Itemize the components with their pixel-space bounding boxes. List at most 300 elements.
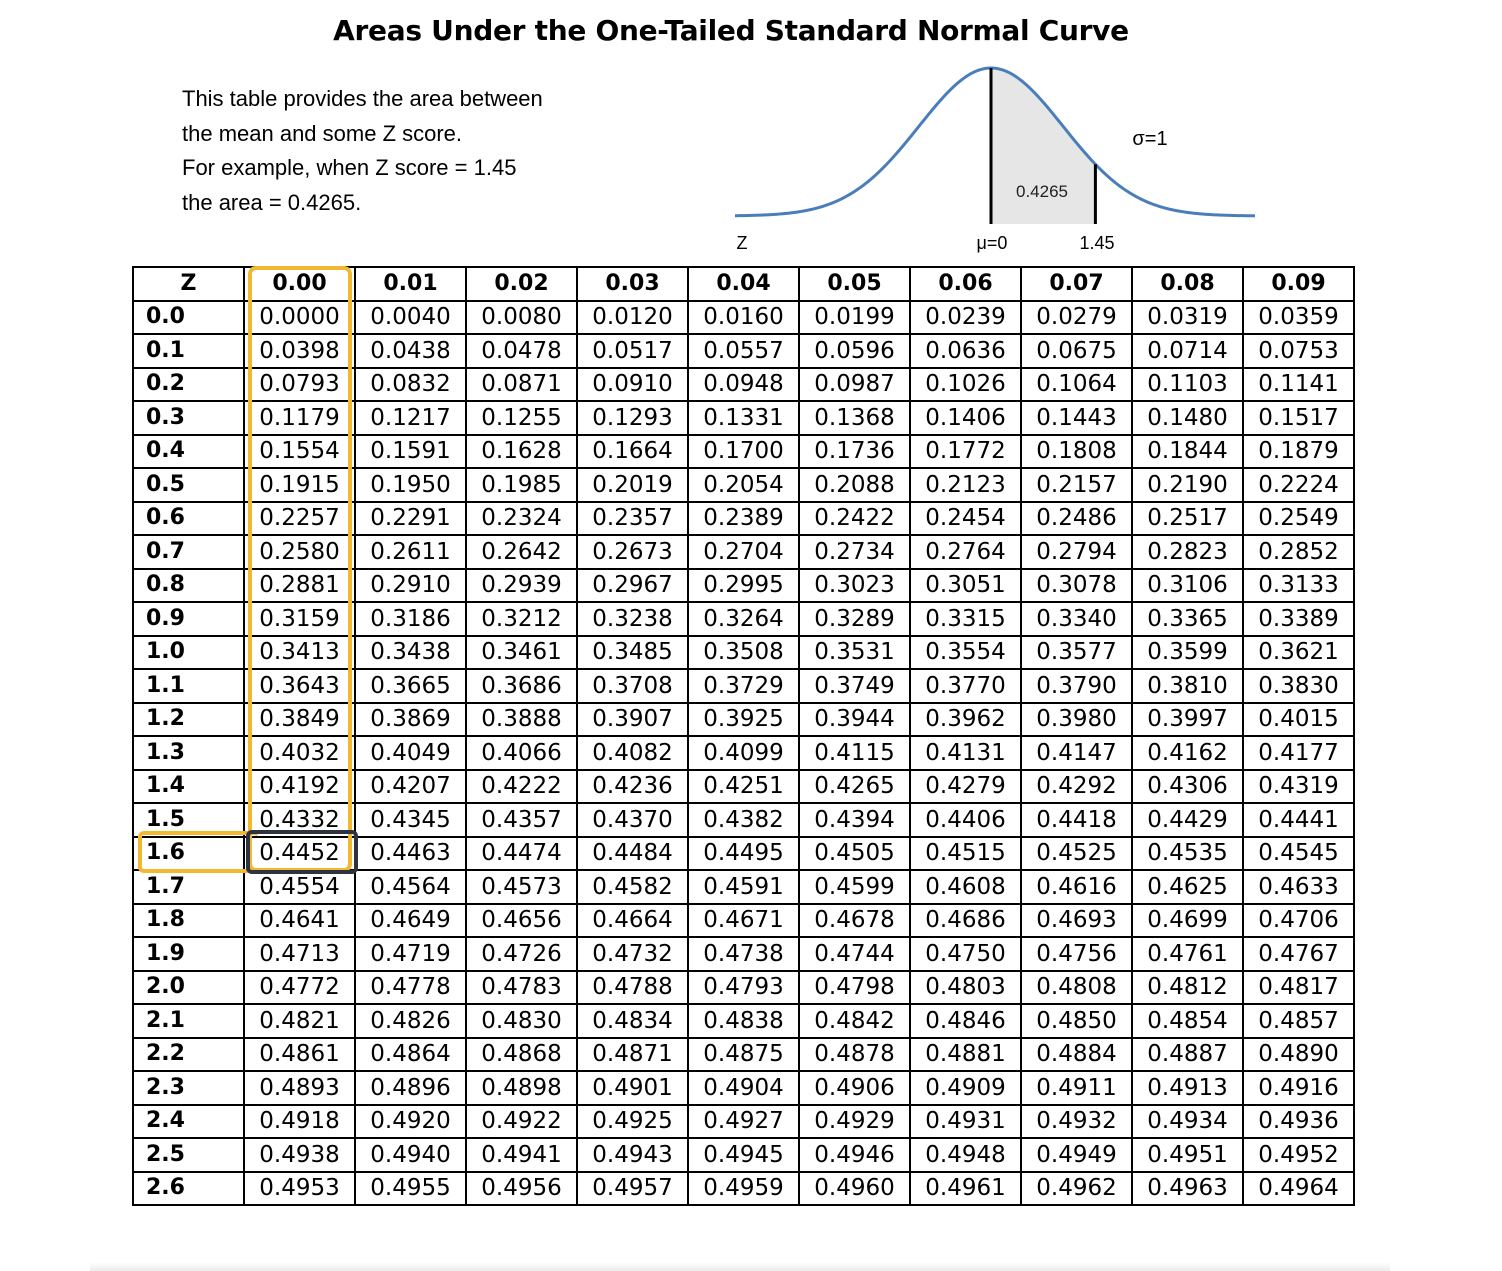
area-value-cell: 0.3962 bbox=[910, 703, 1021, 737]
area-value-cell: 0.4918 bbox=[244, 1105, 355, 1139]
description-text bbox=[182, 82, 702, 220]
z-value-cell: 2.4 bbox=[133, 1105, 244, 1139]
area-value-cell: 0.4693 bbox=[1021, 904, 1132, 938]
area-value-cell: 0.1517 bbox=[1243, 401, 1354, 435]
z-value-cell: 0.0 bbox=[133, 301, 244, 335]
area-value-cell: 0.4066 bbox=[466, 736, 577, 770]
area-value-cell: 0.0517 bbox=[577, 334, 688, 368]
area-value-cell: 0.3708 bbox=[577, 669, 688, 703]
area-value-cell: 0.2642 bbox=[466, 535, 577, 569]
area-value-cell: 0.4554 bbox=[244, 870, 355, 904]
table-row bbox=[133, 468, 1354, 502]
area-value-cell: 0.4664 bbox=[577, 904, 688, 938]
area-value-cell: 0.3389 bbox=[1243, 602, 1354, 636]
area-value-cell: 0.3340 bbox=[1021, 602, 1132, 636]
area-value-cell: 0.4699 bbox=[1132, 904, 1243, 938]
area-value-cell: 0.4884 bbox=[1021, 1038, 1132, 1072]
area-value-cell: 0.0753 bbox=[1243, 334, 1354, 368]
area-value-cell: 0.0596 bbox=[799, 334, 910, 368]
area-value-cell: 0.4871 bbox=[577, 1038, 688, 1072]
area-value-cell: 0.3749 bbox=[799, 669, 910, 703]
area-value-cell: 0.4649 bbox=[355, 904, 466, 938]
area-value-cell: 0.4545 bbox=[1243, 837, 1354, 871]
z-value-cell: 2.6 bbox=[133, 1172, 244, 1206]
z-value-cell: 1.2 bbox=[133, 703, 244, 737]
area-value-cell: 0.4357 bbox=[466, 803, 577, 837]
area-value-cell: 0.4394 bbox=[799, 803, 910, 837]
area-value-cell: 0.3770 bbox=[910, 669, 1021, 703]
area-value-cell: 0.1480 bbox=[1132, 401, 1243, 435]
area-value-cell: 0.4838 bbox=[688, 1004, 799, 1038]
area-value-cell: 0.3599 bbox=[1132, 636, 1243, 670]
z-value-cell: 1.5 bbox=[133, 803, 244, 837]
table-row bbox=[133, 904, 1354, 938]
area-value-cell: 0.4738 bbox=[688, 937, 799, 971]
area-value-cell: 0.4564 bbox=[355, 870, 466, 904]
area-value-cell: 0.4573 bbox=[466, 870, 577, 904]
area-value-cell: 0.4591 bbox=[688, 870, 799, 904]
area-value-cell: 0.2852 bbox=[1243, 535, 1354, 569]
area-value-cell: 0.2794 bbox=[1021, 535, 1132, 569]
column-header: 0.04 bbox=[688, 267, 799, 301]
area-value-cell: 0.4625 bbox=[1132, 870, 1243, 904]
area-value-cell: 0.4949 bbox=[1021, 1138, 1132, 1172]
table-row bbox=[133, 803, 1354, 837]
area-value-cell: 0.4279 bbox=[910, 770, 1021, 804]
area-value-cell: 0.2019 bbox=[577, 468, 688, 502]
area-value-cell: 0.4830 bbox=[466, 1004, 577, 1038]
area-value-cell: 0.4931 bbox=[910, 1105, 1021, 1139]
column-header: 0.09 bbox=[1243, 267, 1354, 301]
area-value-cell: 0.4015 bbox=[1243, 703, 1354, 737]
area-value-cell: 0.4808 bbox=[1021, 971, 1132, 1005]
area-value-cell: 0.1664 bbox=[577, 435, 688, 469]
area-value-cell: 0.3686 bbox=[466, 669, 577, 703]
area-value-cell: 0.3830 bbox=[1243, 669, 1354, 703]
area-value-cell: 0.0832 bbox=[355, 368, 466, 402]
normal-curve-figure bbox=[720, 56, 1280, 261]
area-value-cell: 0.4812 bbox=[1132, 971, 1243, 1005]
area-value-cell: 0.4850 bbox=[1021, 1004, 1132, 1038]
area-value-cell: 0.4162 bbox=[1132, 736, 1243, 770]
table-row bbox=[133, 937, 1354, 971]
area-value-cell: 0.4495 bbox=[688, 837, 799, 871]
z-value-cell: 1.3 bbox=[133, 736, 244, 770]
area-value-cell: 0.4719 bbox=[355, 937, 466, 971]
area-value-cell: 0.4948 bbox=[910, 1138, 1021, 1172]
area-value-cell: 0.4913 bbox=[1132, 1071, 1243, 1105]
z-value-cell: 1.9 bbox=[133, 937, 244, 971]
table-row bbox=[133, 636, 1354, 670]
area-value-cell: 0.4846 bbox=[910, 1004, 1021, 1038]
area-value-cell: 0.0398 bbox=[244, 334, 355, 368]
area-value-cell: 0.4927 bbox=[688, 1105, 799, 1139]
area-value-cell: 0.3315 bbox=[910, 602, 1021, 636]
area-value-cell: 0.4938 bbox=[244, 1138, 355, 1172]
z-value-cell: 2.3 bbox=[133, 1071, 244, 1105]
area-value-cell: 0.2088 bbox=[799, 468, 910, 502]
area-value-cell: 0.4671 bbox=[688, 904, 799, 938]
table-row bbox=[133, 502, 1354, 536]
area-value-cell: 0.4236 bbox=[577, 770, 688, 804]
description-line: This table provides the area between bbox=[182, 86, 543, 111]
area-value-cell: 0.4761 bbox=[1132, 937, 1243, 971]
area-value-cell: 0.2910 bbox=[355, 569, 466, 603]
area-value-cell: 0.3186 bbox=[355, 602, 466, 636]
area-value-cell: 0.4887 bbox=[1132, 1038, 1243, 1072]
column-header: 0.00 bbox=[244, 267, 355, 301]
area-value-cell: 0.4821 bbox=[244, 1004, 355, 1038]
area-value-cell: 0.4945 bbox=[688, 1138, 799, 1172]
area-value-cell: 0.0279 bbox=[1021, 301, 1132, 335]
area-value-cell: 0.4817 bbox=[1243, 971, 1354, 1005]
table-row bbox=[133, 971, 1354, 1005]
area-value-cell: 0.2454 bbox=[910, 502, 1021, 536]
table-row bbox=[133, 703, 1354, 737]
table-row bbox=[133, 870, 1354, 904]
area-value-cell: 0.4956 bbox=[466, 1172, 577, 1206]
area-value-cell: 0.0714 bbox=[1132, 334, 1243, 368]
area-value-cell: 0.4251 bbox=[688, 770, 799, 804]
area-value-cell: 0.4505 bbox=[799, 837, 910, 871]
area-value-cell: 0.2190 bbox=[1132, 468, 1243, 502]
area-value-cell: 0.1950 bbox=[355, 468, 466, 502]
area-value-cell: 0.4951 bbox=[1132, 1138, 1243, 1172]
area-value-cell: 0.4943 bbox=[577, 1138, 688, 1172]
column-header: 0.06 bbox=[910, 267, 1021, 301]
area-value-cell: 0.4932 bbox=[1021, 1105, 1132, 1139]
area-value-cell: 0.0000 bbox=[244, 301, 355, 335]
area-value-cell: 0.3790 bbox=[1021, 669, 1132, 703]
area-value-cell: 0.4909 bbox=[910, 1071, 1021, 1105]
area-label: 0.4265 bbox=[1016, 182, 1068, 201]
area-value-cell: 0.2291 bbox=[355, 502, 466, 536]
area-value-cell: 0.4793 bbox=[688, 971, 799, 1005]
area-value-cell: 0.3365 bbox=[1132, 602, 1243, 636]
area-value-cell: 0.1915 bbox=[244, 468, 355, 502]
table-row bbox=[133, 401, 1354, 435]
area-value-cell: 0.1103 bbox=[1132, 368, 1243, 402]
area-value-cell: 0.4964 bbox=[1243, 1172, 1354, 1206]
area-value-cell: 0.3869 bbox=[355, 703, 466, 737]
area-value-cell: 0.4207 bbox=[355, 770, 466, 804]
area-value-cell: 0.3888 bbox=[466, 703, 577, 737]
area-value-cell: 0.4265 bbox=[799, 770, 910, 804]
area-value-cell: 0.4834 bbox=[577, 1004, 688, 1038]
table-row bbox=[133, 1038, 1354, 1072]
table-row bbox=[133, 569, 1354, 603]
area-value-cell: 0.4901 bbox=[577, 1071, 688, 1105]
area-value-cell: 0.4929 bbox=[799, 1105, 910, 1139]
area-value-cell: 0.4936 bbox=[1243, 1105, 1354, 1139]
column-header: 0.05 bbox=[799, 267, 910, 301]
area-value-cell: 0.4940 bbox=[355, 1138, 466, 1172]
area-value-cell: 0.1331 bbox=[688, 401, 799, 435]
area-value-cell: 0.4783 bbox=[466, 971, 577, 1005]
area-value-cell: 0.4474 bbox=[466, 837, 577, 871]
area-value-cell: 0.0557 bbox=[688, 334, 799, 368]
area-value-cell: 0.3106 bbox=[1132, 569, 1243, 603]
table-row bbox=[133, 736, 1354, 770]
area-value-cell: 0.4962 bbox=[1021, 1172, 1132, 1206]
area-value-cell: 0.0319 bbox=[1132, 301, 1243, 335]
area-value-cell: 0.0910 bbox=[577, 368, 688, 402]
area-value-cell: 0.1179 bbox=[244, 401, 355, 435]
table-row bbox=[133, 435, 1354, 469]
area-value-cell: 0.4525 bbox=[1021, 837, 1132, 871]
area-value-cell: 0.3078 bbox=[1021, 569, 1132, 603]
mu-label: μ=0 bbox=[976, 233, 1008, 253]
area-value-cell: 0.1844 bbox=[1132, 435, 1243, 469]
table-row bbox=[133, 1105, 1354, 1139]
z-value-cell: 1.8 bbox=[133, 904, 244, 938]
area-value-cell: 0.4920 bbox=[355, 1105, 466, 1139]
area-value-cell: 0.4881 bbox=[910, 1038, 1021, 1072]
z-value-cell: 0.2 bbox=[133, 368, 244, 402]
z-value-cell: 0.4 bbox=[133, 435, 244, 469]
area-value-cell: 0.3023 bbox=[799, 569, 910, 603]
area-value-cell: 0.1026 bbox=[910, 368, 1021, 402]
area-value-cell: 0.2704 bbox=[688, 535, 799, 569]
area-value-cell: 0.4706 bbox=[1243, 904, 1354, 938]
area-value-cell: 0.4744 bbox=[799, 937, 910, 971]
area-value-cell: 0.0438 bbox=[355, 334, 466, 368]
area-value-cell: 0.3577 bbox=[1021, 636, 1132, 670]
table-row bbox=[133, 602, 1354, 636]
area-value-cell: 0.4957 bbox=[577, 1172, 688, 1206]
area-value-cell: 0.0636 bbox=[910, 334, 1021, 368]
area-value-cell: 0.4382 bbox=[688, 803, 799, 837]
area-value-cell: 0.2673 bbox=[577, 535, 688, 569]
table-row bbox=[133, 770, 1354, 804]
area-value-cell: 0.4946 bbox=[799, 1138, 910, 1172]
area-value-cell: 0.4441 bbox=[1243, 803, 1354, 837]
area-value-cell: 0.3729 bbox=[688, 669, 799, 703]
area-value-cell: 0.3810 bbox=[1132, 669, 1243, 703]
area-value-cell: 0.4803 bbox=[910, 971, 1021, 1005]
z-value-cell: 2.1 bbox=[133, 1004, 244, 1038]
area-value-cell: 0.2422 bbox=[799, 502, 910, 536]
area-value-cell: 0.2967 bbox=[577, 569, 688, 603]
area-value-cell: 0.1700 bbox=[688, 435, 799, 469]
area-value-cell: 0.4955 bbox=[355, 1172, 466, 1206]
area-value-cell: 0.1217 bbox=[355, 401, 466, 435]
area-value-cell: 0.4826 bbox=[355, 1004, 466, 1038]
area-value-cell: 0.0478 bbox=[466, 334, 577, 368]
page-bottom-edge bbox=[90, 1262, 1390, 1271]
area-value-cell: 0.1591 bbox=[355, 435, 466, 469]
area-value-cell: 0.3944 bbox=[799, 703, 910, 737]
area-value-cell: 0.0199 bbox=[799, 301, 910, 335]
area-value-cell: 0.2257 bbox=[244, 502, 355, 536]
area-value-cell: 0.4922 bbox=[466, 1105, 577, 1139]
area-value-cell: 0.4941 bbox=[466, 1138, 577, 1172]
area-value-cell: 0.3485 bbox=[577, 636, 688, 670]
area-value-cell: 0.1985 bbox=[466, 468, 577, 502]
column-header: 0.03 bbox=[577, 267, 688, 301]
z-value-cell: 2.2 bbox=[133, 1038, 244, 1072]
description-line: the mean and some Z score. bbox=[182, 120, 463, 146]
area-value-cell: 0.2157 bbox=[1021, 468, 1132, 502]
column-header: 0.01 bbox=[355, 267, 466, 301]
area-value-cell: 0.0120 bbox=[577, 301, 688, 335]
area-value-cell: 0.1554 bbox=[244, 435, 355, 469]
area-value-cell: 0.4535 bbox=[1132, 837, 1243, 871]
z-table-container bbox=[132, 266, 1355, 1206]
area-value-cell: 0.4147 bbox=[1021, 736, 1132, 770]
area-value-cell: 0.4292 bbox=[1021, 770, 1132, 804]
column-header: 0.02 bbox=[466, 267, 577, 301]
area-value-cell: 0.4726 bbox=[466, 937, 577, 971]
area-value-cell: 0.4332 bbox=[244, 803, 355, 837]
area-value-cell: 0.3461 bbox=[466, 636, 577, 670]
area-value-cell: 0.4713 bbox=[244, 937, 355, 971]
area-value-cell: 0.4778 bbox=[355, 971, 466, 1005]
z-value-cell: 1.4 bbox=[133, 770, 244, 804]
area-value-cell: 0.4750 bbox=[910, 937, 1021, 971]
area-value-cell: 0.3133 bbox=[1243, 569, 1354, 603]
area-value-cell: 0.4429 bbox=[1132, 803, 1243, 837]
area-value-cell: 0.4131 bbox=[910, 736, 1021, 770]
table-row bbox=[133, 334, 1354, 368]
area-value-cell: 0.0040 bbox=[355, 301, 466, 335]
area-value-cell: 0.3849 bbox=[244, 703, 355, 737]
table-row bbox=[133, 669, 1354, 703]
area-value-cell: 0.3051 bbox=[910, 569, 1021, 603]
area-value-cell: 0.4306 bbox=[1132, 770, 1243, 804]
area-value-cell: 0.4608 bbox=[910, 870, 1021, 904]
description-line: the area = 0.4265. bbox=[182, 189, 362, 215]
area-value-cell: 0.4857 bbox=[1243, 1004, 1354, 1038]
area-value-cell: 0.2995 bbox=[688, 569, 799, 603]
area-value-cell: 0.4961 bbox=[910, 1172, 1021, 1206]
z-axis-label: Z bbox=[736, 233, 748, 253]
area-value-cell: 0.2549 bbox=[1243, 502, 1354, 536]
area-value-cell: 0.0239 bbox=[910, 301, 1021, 335]
area-value-cell: 0.1628 bbox=[466, 435, 577, 469]
table-row bbox=[133, 1004, 1354, 1038]
area-value-cell: 0.4319 bbox=[1243, 770, 1354, 804]
area-value-cell: 0.1141 bbox=[1243, 368, 1354, 402]
area-value-cell: 0.1255 bbox=[466, 401, 577, 435]
table-row bbox=[133, 1071, 1354, 1105]
area-value-cell: 0.3980 bbox=[1021, 703, 1132, 737]
area-value-cell: 0.4842 bbox=[799, 1004, 910, 1038]
area-value-cell: 0.4599 bbox=[799, 870, 910, 904]
z-value-cell: 0.1 bbox=[133, 334, 244, 368]
table-row bbox=[133, 301, 1354, 335]
z-value-cell: 1.6 bbox=[133, 837, 244, 871]
table-header-row bbox=[133, 267, 1354, 301]
area-value-cell: 0.4898 bbox=[466, 1071, 577, 1105]
area-value-cell: 0.4906 bbox=[799, 1071, 910, 1105]
description-line: For example, when Z score = 1.45 bbox=[182, 155, 517, 180]
z-value-cell: 2.0 bbox=[133, 971, 244, 1005]
area-value-cell: 0.4115 bbox=[799, 736, 910, 770]
area-value-cell: 0.4854 bbox=[1132, 1004, 1243, 1038]
sigma-label: σ=1 bbox=[1132, 128, 1168, 150]
area-value-cell: 0.4452 bbox=[244, 837, 355, 871]
area-value-cell: 0.1064 bbox=[1021, 368, 1132, 402]
area-value-cell: 0.4678 bbox=[799, 904, 910, 938]
z-value-cell: 0.9 bbox=[133, 602, 244, 636]
area-value-cell: 0.2580 bbox=[244, 535, 355, 569]
area-value-cell: 0.4633 bbox=[1243, 870, 1354, 904]
area-value-cell: 0.2054 bbox=[688, 468, 799, 502]
area-value-cell: 0.3554 bbox=[910, 636, 1021, 670]
area-value-cell: 0.4345 bbox=[355, 803, 466, 837]
area-value-cell: 0.4767 bbox=[1243, 937, 1354, 971]
area-value-cell: 0.3643 bbox=[244, 669, 355, 703]
area-value-cell: 0.1772 bbox=[910, 435, 1021, 469]
area-value-cell: 0.0793 bbox=[244, 368, 355, 402]
area-value-cell: 0.4798 bbox=[799, 971, 910, 1005]
area-value-cell: 0.2357 bbox=[577, 502, 688, 536]
area-value-cell: 0.1808 bbox=[1021, 435, 1132, 469]
z-value-cell: 0.7 bbox=[133, 535, 244, 569]
area-value-cell: 0.4963 bbox=[1132, 1172, 1243, 1206]
area-value-cell: 0.4463 bbox=[355, 837, 466, 871]
area-value-cell: 0.4904 bbox=[688, 1071, 799, 1105]
area-value-cell: 0.1368 bbox=[799, 401, 910, 435]
area-value-cell: 0.3238 bbox=[577, 602, 688, 636]
area-value-cell: 0.3621 bbox=[1243, 636, 1354, 670]
area-value-cell: 0.3413 bbox=[244, 636, 355, 670]
area-value-cell: 0.0080 bbox=[466, 301, 577, 335]
area-value-cell: 0.2939 bbox=[466, 569, 577, 603]
area-value-cell: 0.0987 bbox=[799, 368, 910, 402]
area-value-cell: 0.4177 bbox=[1243, 736, 1354, 770]
area-value-cell: 0.3925 bbox=[688, 703, 799, 737]
area-value-cell: 0.4099 bbox=[688, 736, 799, 770]
z-value-cell: 1.1 bbox=[133, 669, 244, 703]
area-value-cell: 0.4732 bbox=[577, 937, 688, 971]
area-value-cell: 0.2881 bbox=[244, 569, 355, 603]
area-value-cell: 0.1406 bbox=[910, 401, 1021, 435]
area-value-cell: 0.0948 bbox=[688, 368, 799, 402]
area-value-cell: 0.3212 bbox=[466, 602, 577, 636]
z-value-cell: 0.3 bbox=[133, 401, 244, 435]
area-value-cell: 0.4370 bbox=[577, 803, 688, 837]
area-value-cell: 0.3159 bbox=[244, 602, 355, 636]
area-value-cell: 0.4952 bbox=[1243, 1138, 1354, 1172]
area-value-cell: 0.4868 bbox=[466, 1038, 577, 1072]
area-value-cell: 0.4656 bbox=[466, 904, 577, 938]
area-value-cell: 0.4582 bbox=[577, 870, 688, 904]
table-row bbox=[133, 535, 1354, 569]
area-value-cell: 0.4861 bbox=[244, 1038, 355, 1072]
table-row bbox=[133, 837, 1354, 871]
area-value-cell: 0.4916 bbox=[1243, 1071, 1354, 1105]
area-value-cell: 0.3508 bbox=[688, 636, 799, 670]
area-value-cell: 0.3997 bbox=[1132, 703, 1243, 737]
area-value-cell: 0.3531 bbox=[799, 636, 910, 670]
area-value-cell: 0.4406 bbox=[910, 803, 1021, 837]
z-column-header: Z bbox=[133, 267, 244, 301]
area-value-cell: 0.4082 bbox=[577, 736, 688, 770]
z-example-label: 1.45 bbox=[1079, 233, 1115, 253]
area-value-cell: 0.4960 bbox=[799, 1172, 910, 1206]
area-value-cell: 0.0675 bbox=[1021, 334, 1132, 368]
area-value-cell: 0.3907 bbox=[577, 703, 688, 737]
area-value-cell: 0.4772 bbox=[244, 971, 355, 1005]
z-value-cell: 2.5 bbox=[133, 1138, 244, 1172]
area-value-cell: 0.4641 bbox=[244, 904, 355, 938]
area-value-cell: 0.4953 bbox=[244, 1172, 355, 1206]
z-value-cell: 0.5 bbox=[133, 468, 244, 502]
area-value-cell: 0.4890 bbox=[1243, 1038, 1354, 1072]
area-value-cell: 0.3264 bbox=[688, 602, 799, 636]
